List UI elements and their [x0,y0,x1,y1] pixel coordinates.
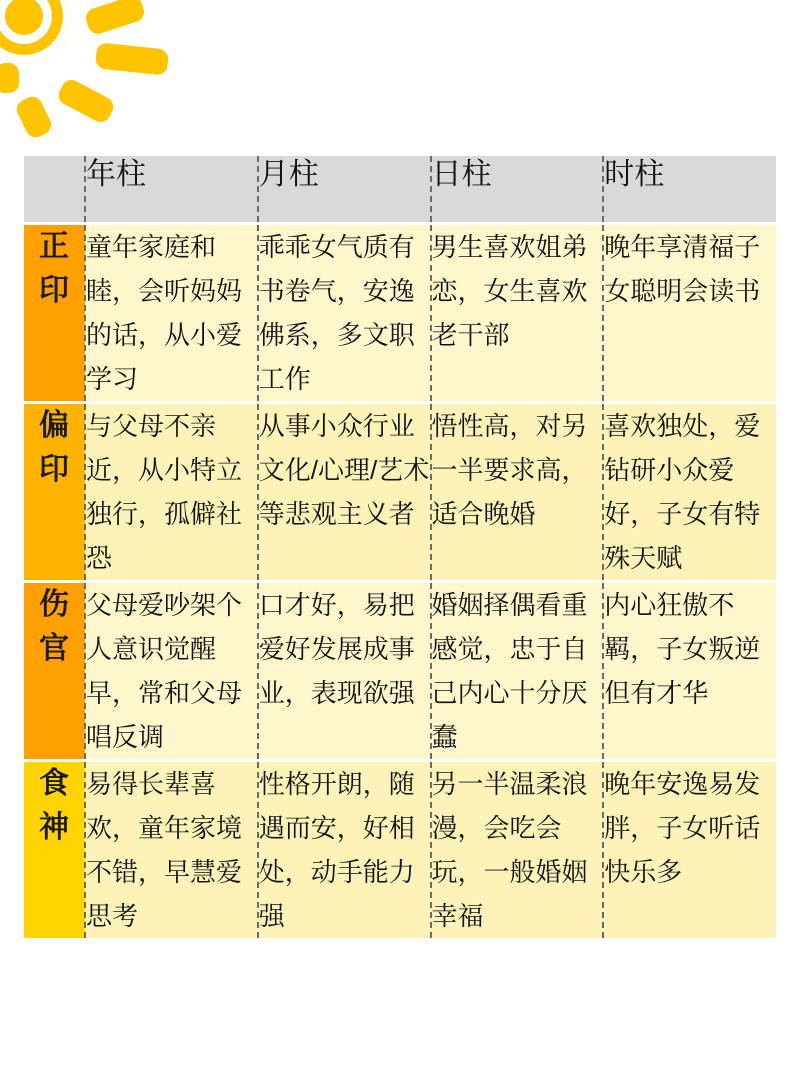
sun-decoration [0,0,210,160]
cell-zhengyin-month: 乖乖女气质有书卷气，安逸佛系，多文职工作 [258,224,431,403]
cell-pianyin-hour: 喜欢独处，爱钻研小众爱好，子女有特殊天赋 [603,403,776,582]
cell-shangguan-month: 口才好，易把爱好发展成事业，表现欲强 [258,582,431,761]
cell-shishen-hour: 晚年安逸易发胖，子女听话快乐多 [603,761,776,939]
cell-pianyin-day: 悟性高，对另一半要求高，适合晚婚 [431,403,604,582]
table-row [24,224,776,403]
column-header-month: 月柱 [258,156,431,224]
cell-shangguan-day: 婚姻择偶看重感觉，忠于自己内心十分厌蠢 [431,582,604,761]
sun-icon [0,0,72,64]
sun-center [5,0,43,35]
column-header-year: 年柱 [85,156,258,224]
column-header-hour: 时柱 [603,156,776,224]
table-corner-cell [24,156,85,224]
row-label-pianyin: 偏 印 [24,403,85,582]
cell-zhengyin-hour: 晚年享清福子女聪明会读书 [603,224,776,403]
cell-zhengyin-day: 男生喜欢姐弟恋，女生喜欢老干部 [431,224,604,403]
cell-zhengyin-year: 童年家庭和睦，会听妈妈的话，从小爱学习 [85,224,258,403]
sun-inner-ring [0,0,52,44]
sun-ray-icon [83,0,146,36]
cell-pianyin-month: 从事小众行业文化/心理/艺术等悲观主义者 [258,403,431,582]
cell-shangguan-year: 父母爱吵架个人意识觉醒早，常和父母唱反调 [85,582,258,761]
row-label-shangguan: 伤 官 [24,582,85,761]
cell-pianyin-year: 与父母不亲近，从小特立独行，孤僻社恐 [85,403,258,582]
row-label-zhengyin: 正 印 [24,224,85,403]
cell-shishen-month: 性格开朗，随遇而安，好相处，动手能力强 [258,761,431,939]
column-header-day: 日柱 [431,156,604,224]
table-row [24,403,776,582]
row-label-shishen: 食 神 [24,761,85,939]
sun-ray-icon [55,76,117,125]
sun-ray-icon [14,93,55,140]
table-header-row [24,156,776,224]
bazi-pillar-table [24,156,776,938]
table-row [24,761,776,939]
sun-ray-icon [95,42,169,75]
table-row [24,582,776,761]
cell-shishen-day: 另一半温柔浪漫，会吃会玩，一般婚姻幸福 [431,761,604,939]
cell-shangguan-hour: 内心狂傲不羁，子女叛逆但有才华 [603,582,776,761]
cell-shishen-year: 易得长辈喜欢，童年家境不错，早慧爱思考 [85,761,258,939]
sun-ray-icon [0,63,20,94]
